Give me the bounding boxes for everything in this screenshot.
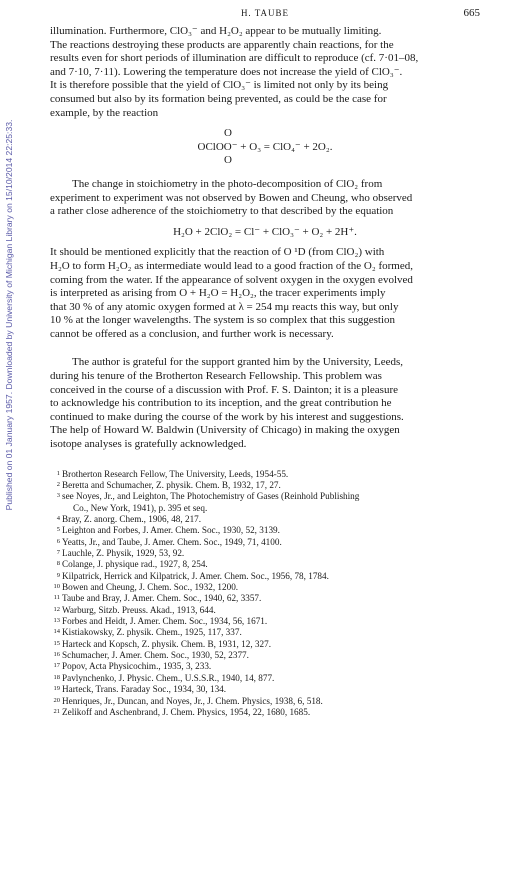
- reference-number: 17: [53, 662, 60, 670]
- reference-text: Lauchle, Z. Physik, 1929, 53, 92.: [62, 548, 185, 559]
- reference-item: [50, 684, 480, 695]
- reference-text: see Noyes, Jr., and Leighton, The Photochemistry of Gases (Reinhold Publishing: [62, 491, 360, 502]
- reference-item: [50, 469, 480, 480]
- equation-oxygen-top: O: [224, 127, 232, 140]
- reference-item: [50, 525, 480, 536]
- text-line: H₂O to form H₂O₂ as intermediate would lead to a good fraction of the O₂ formed,: [50, 259, 413, 272]
- running-header: [50, 8, 480, 22]
- text-line: a rather close adherence of the stoichiometry to that described by the equation: [50, 205, 394, 218]
- reference-number: 8: [56, 560, 60, 568]
- reference-number: 13: [53, 617, 60, 625]
- text-line: experiment to experiment was not observed by Bowen and Cheung, who observed: [50, 191, 413, 204]
- text-line: consumed but also by its formation being prevented, as could be the case for: [50, 92, 387, 105]
- reference-number: 7: [56, 549, 60, 557]
- reference-item: [50, 661, 480, 672]
- text-line: continued to make during the course of the work by his interest and suggestions.: [50, 410, 404, 423]
- paragraph-continuation: [50, 25, 480, 120]
- page-number: 665: [463, 7, 480, 19]
- reference-number: 9: [56, 571, 60, 579]
- reference-text: Brotherton Research Fellow, The University, Leeds, 1954-55.: [62, 468, 289, 479]
- reference-text: Colange, J. physique rad., 1927, 8, 254.: [62, 559, 208, 570]
- text-line: It should be mentioned explicitly that the reaction of O ¹D (from ClO₂) with: [50, 246, 385, 259]
- reference-text: Forbes and Heidt, J. Amer. Chem. Soc., 1934, 56, 1671.: [62, 616, 268, 627]
- reference-item: [50, 696, 480, 707]
- text-line: and 7·10, 7·11). Lowering the temperature does not increase the yield of ClO₃⁻.: [50, 65, 403, 78]
- text-line: The author is grateful for the support granted him by the University, Leeds,: [72, 356, 404, 369]
- reference-text-continued: Co., New York, 1941), p. 395 et seq.: [73, 502, 208, 513]
- reference-number: 11: [53, 594, 60, 602]
- reference-number: 1: [56, 469, 60, 477]
- reference-text: Taube and Bray, J. Amer. Chem. Soc., 1940, 62, 3357.: [62, 593, 262, 604]
- reference-text: Schumacher, J. Amer. Chem. Soc., 1930, 52, 2377.: [62, 650, 249, 661]
- reference-number: 6: [56, 537, 60, 545]
- download-watermark: Published on 01 January 1957. Downloaded by University of Michigan Library on 15/10/2014 22:25:33.: [4, 119, 14, 511]
- reaction-equation-1: [50, 127, 480, 168]
- reference-number: 3: [56, 492, 60, 500]
- equation-main: OClOO⁻ + O₃ = ClO₄⁻ + 2O₂.: [197, 140, 333, 153]
- reference-item: [50, 673, 480, 684]
- reference-number: 20: [53, 696, 60, 704]
- text-line: results even for short periods of illumination are difficult to reproduce (cf. 7·01–08,: [50, 52, 419, 65]
- reference-text: Zelikoff and Aschenbrand, J. Chem. Physics, 1954, 22, 1680, 1685.: [62, 706, 311, 717]
- text-line: during his tenure of the Brotherton Research Fellowship. This problem was: [50, 370, 382, 383]
- text-line: conceived in the course of a discussion with Prof. F. S. Dainton; it is a pleasure: [50, 383, 398, 396]
- article-body: [50, 25, 480, 718]
- references-list: [50, 469, 480, 719]
- reference-text: Bray, Z. anorg. Chem., 1906, 48, 217.: [62, 514, 202, 524]
- reference-item: [50, 616, 480, 627]
- reference-number: 10: [53, 583, 60, 591]
- reference-item: [50, 582, 480, 593]
- text-line: example, by the reaction: [50, 106, 159, 119]
- text-line: 10 % at the longer wavelengths. The system is so complex that this suggestion: [50, 314, 396, 327]
- reference-text: Leighton and Forbes, J. Amer. Chem. Soc., 1930, 52, 3139.: [62, 525, 280, 536]
- text-line: The change in stoichiometry in the photo-decomposition of ClO₂ from: [72, 177, 383, 190]
- reference-text: Warburg, Sitzb. Preuss. Akad., 1913, 644.: [62, 604, 216, 615]
- reference-text: Beretta and Schumacher, Z. physik. Chem. B, 1932, 17, 27.: [62, 479, 281, 490]
- reference-number: 12: [53, 605, 60, 613]
- text-line: The reactions destroying these products are apparently chain reactions, for the: [50, 38, 394, 51]
- text-line: is interpreted as arising from O + H₂O = H₂O₂, the tracer experiments imply: [50, 287, 386, 300]
- reference-text: Kilpatrick, Herrick and Kilpatrick, J. Amer. Chem. Soc., 1956, 78, 1784.: [62, 570, 329, 581]
- reference-item: [50, 514, 480, 525]
- reference-item: [50, 650, 480, 661]
- reference-item: [50, 537, 480, 548]
- reference-text: Popov, Acta Physicochim., 1935, 3, 233.: [62, 661, 212, 672]
- reference-number: 14: [53, 628, 60, 636]
- text-line: It is therefore possible that the yield of ClO₃⁻ is limited not only by its being: [50, 79, 389, 92]
- text-line: that 30 % of any atomic oxygen formed at λ = 254 mμ reacts this way, but only: [50, 300, 399, 313]
- reference-item: [50, 605, 480, 616]
- paragraph: [50, 178, 480, 219]
- text-line: illumination. Furthermore, ClO₃⁻ and H₂O₂ appear to be mutually limiting.: [50, 25, 382, 37]
- reference-item: [50, 480, 480, 491]
- equation-oxygen-bottom: O: [224, 154, 232, 167]
- reference-text: Bowen and Cheung, J. Chem. Soc., 1932, 1200.: [62, 582, 239, 593]
- reference-item: [50, 571, 480, 582]
- reference-number: 16: [53, 651, 60, 659]
- reference-number: 4: [56, 515, 60, 522]
- reference-text: Harteck and Kopsch, Z. physik. Chem. B, 1931, 12, 327.: [62, 638, 271, 649]
- text-line: isotope analyses is gratefully acknowledged.: [50, 438, 247, 451]
- text-line: to acknowledge his contribution to its inception, and the great contribution he: [50, 397, 392, 410]
- reference-text: Henriques, Jr., Duncan, and Noyes, Jr., J. Chem. Physics, 1938, 6, 518.: [62, 695, 323, 706]
- text-line: The help of Howard W. Baldwin (University of Chicago) in making the oxygen: [50, 424, 400, 437]
- reference-item: [50, 559, 480, 570]
- reference-item: [50, 548, 480, 559]
- reference-text: Pavlynchenko, J. Physic. Chem., U.S.S.R., 1940, 14, 877.: [62, 672, 275, 683]
- text-line: cannot be offered as a conclusion, and further work is necessary.: [50, 327, 334, 340]
- reference-item: [50, 639, 480, 650]
- reference-number: 5: [56, 526, 60, 534]
- reference-number: 21: [53, 707, 60, 715]
- reference-item: [50, 627, 480, 638]
- paragraph: [50, 246, 480, 341]
- reference-item: [50, 593, 480, 604]
- reaction-equation-2: H₂O + 2ClO₂ = Cl⁻ + ClO₃⁻ + O₂ + 2H⁺.: [173, 225, 357, 238]
- reference-number: 19: [53, 685, 60, 693]
- reference-number: 15: [53, 639, 60, 647]
- reference-text: Kistiakowsky, Z. physik. Chem., 1925, 117, 337.: [62, 627, 242, 638]
- running-author: H. TAUBE: [240, 8, 290, 18]
- reference-item: [50, 491, 480, 514]
- reference-text: Harteck, Trans. Faraday Soc., 1934, 30, 134.: [62, 684, 227, 695]
- reference-item: [50, 707, 480, 718]
- reference-number: 18: [53, 673, 60, 681]
- reference-text: Yeatts, Jr., and Taube, J. Amer. Chem. Soc., 1949, 71, 4100.: [62, 536, 282, 547]
- reference-number: 2: [56, 480, 60, 488]
- text-line: coming from the water. If the appearance of solvent oxygen in the oxygen evolved: [50, 273, 413, 286]
- acknowledgements: [50, 356, 480, 451]
